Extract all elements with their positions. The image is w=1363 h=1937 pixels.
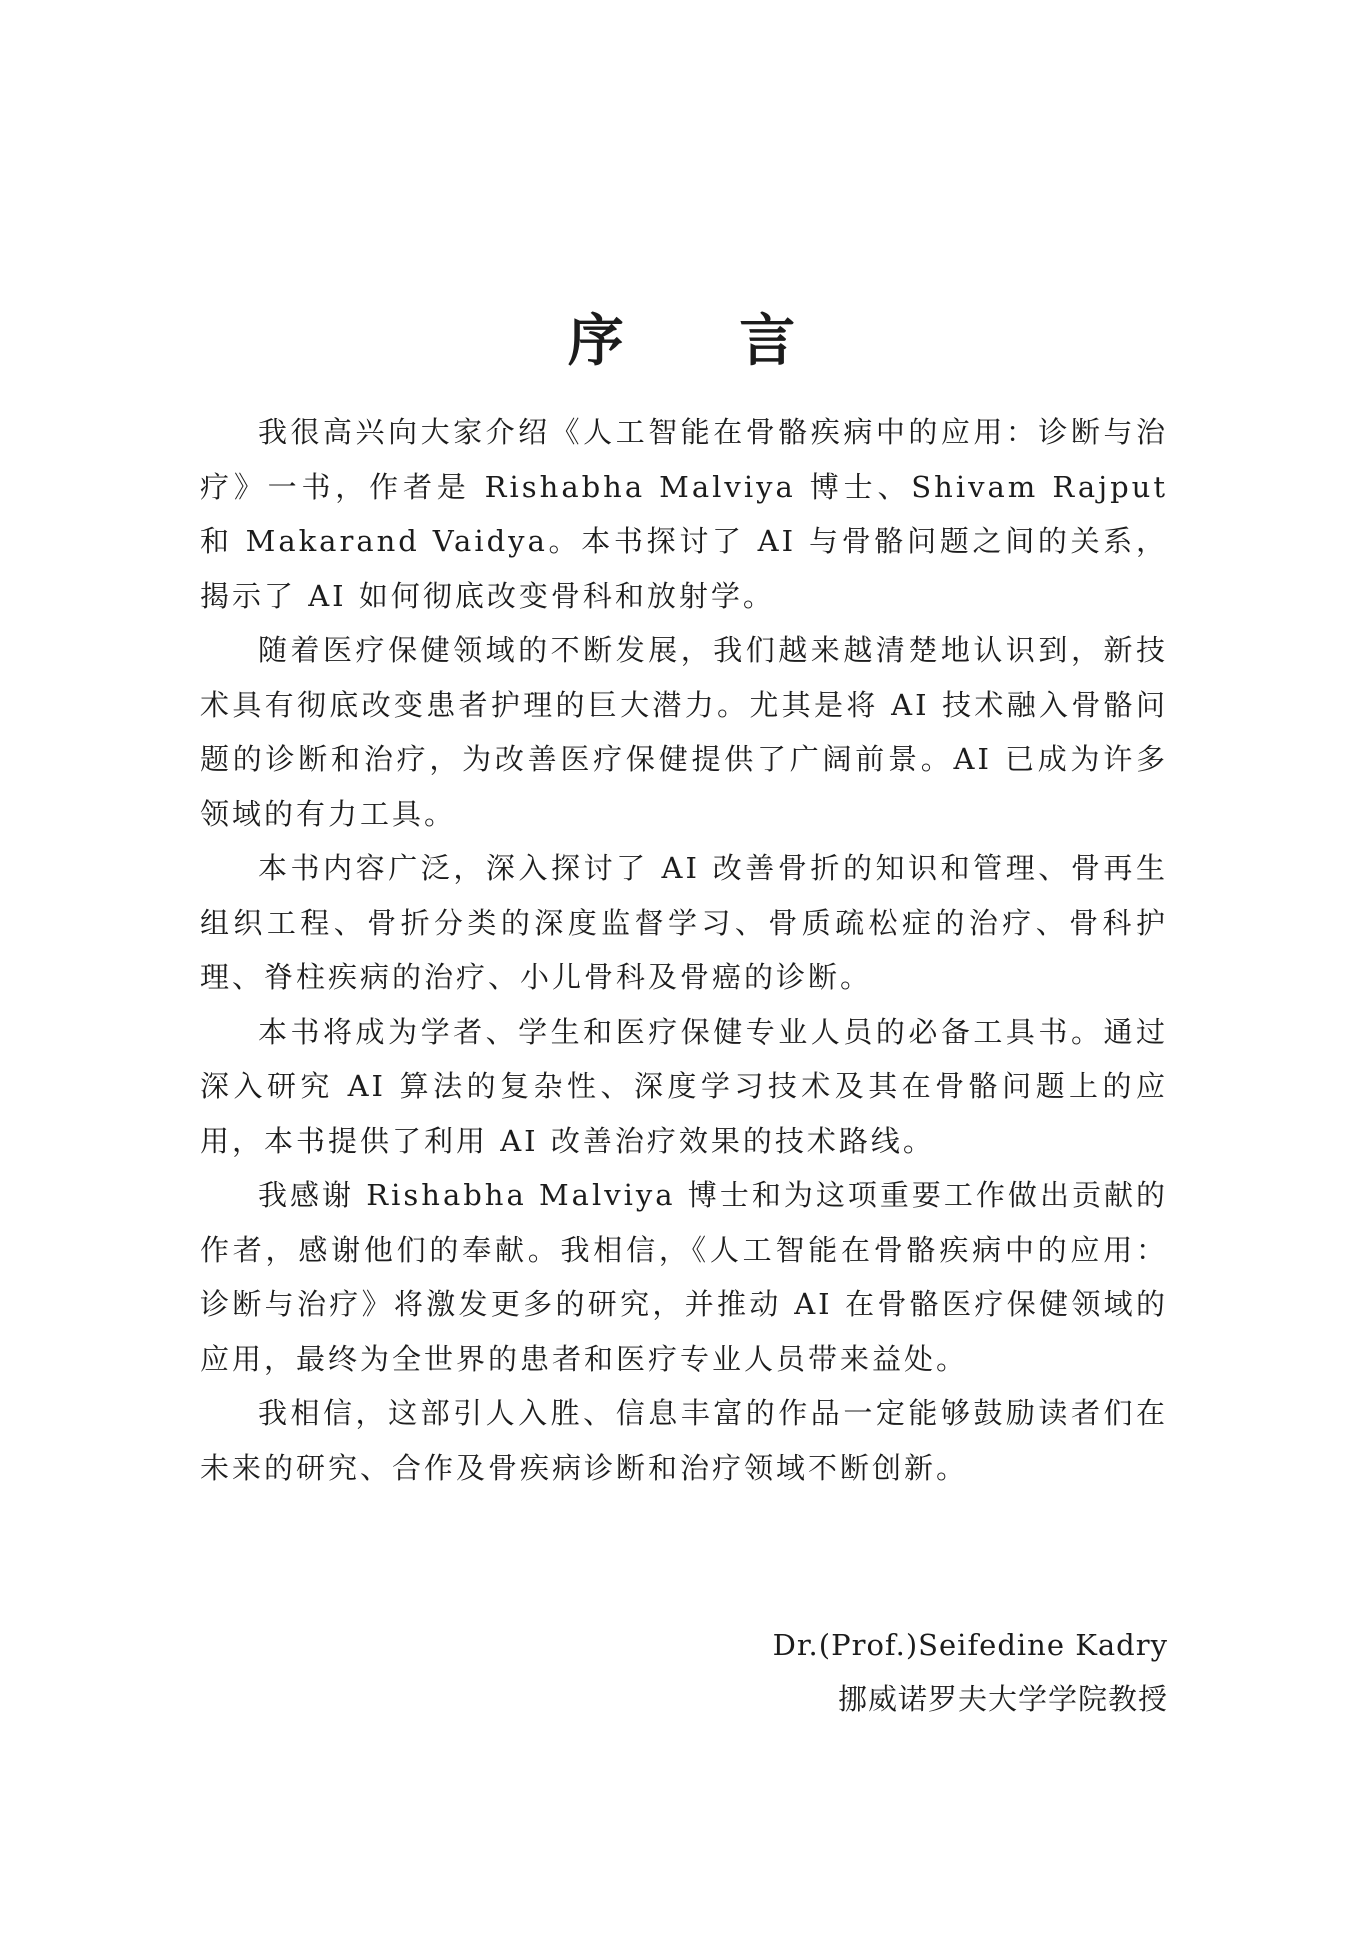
paragraph: 随着医疗保健领域的不断发展，我们越来越清楚地认识到，新技术具有彻底改变患者护理的巨大潜力。尤其是将 AI 技术融入骨骼问题的诊断和治疗，为改善医疗保健提供了广阔前景。AI 已成为许多领域的有力工具。 bbox=[200, 633, 1168, 831]
page-title: 序 言 bbox=[567, 307, 844, 374]
signature-block bbox=[773, 1618, 1168, 1726]
paragraph: 我相信，这部引人入胜、信息丰富的作品一定能够鼓励读者们在未来的研究、合作及骨疾病诊断和治疗领域不断创新。 bbox=[200, 1396, 1168, 1485]
paragraph: 我很高兴向大家介绍《人工智能在骨骼疾病中的应用：诊断与治疗》一书，作者是 Rishabha Malviya 博士、Shivam Rajput 和 Makarand Vaidya。本书探讨了 AI 与骨骼问题之间的关系，揭示了 AI 如何彻底改变骨科和放射学。 bbox=[200, 415, 1168, 613]
paragraph: 本书内容广泛，深入探讨了 AI 改善骨折的知识和管理、骨再生组织工程、骨折分类的深度监督学习、骨质疏松症的治疗、骨科护理、脊柱疾病的治疗、小儿骨科及骨癌的诊断。 bbox=[200, 851, 1168, 994]
author-affiliation: 挪威诺罗夫大学学院教授 bbox=[837, 1682, 1168, 1716]
paragraph: 本书将成为学者、学生和医疗保健专业人员的必备工具书。通过深入研究 AI 算法的复杂性、深度学习技术及其在骨骼问题上的应用，本书提供了利用 AI 改善治疗效果的技术路线。 bbox=[200, 1014, 1168, 1158]
paragraph: 我感谢 Rishabha Malviya 博士和为这项重要工作做出贡献的作者，感谢他们的奉献。我相信，《人工智能在骨骼疾病中的应用：诊断与治疗》将激发更多的研究，并推动 AI 在骨骼医疗保健领域的应用，最终为全世界的患者和医疗专业人员带来益处。 bbox=[200, 1178, 1168, 1376]
preface-body bbox=[200, 405, 1168, 1495]
author-name: Dr.(Prof.)Seifedine Kadry bbox=[772, 1628, 1168, 1662]
